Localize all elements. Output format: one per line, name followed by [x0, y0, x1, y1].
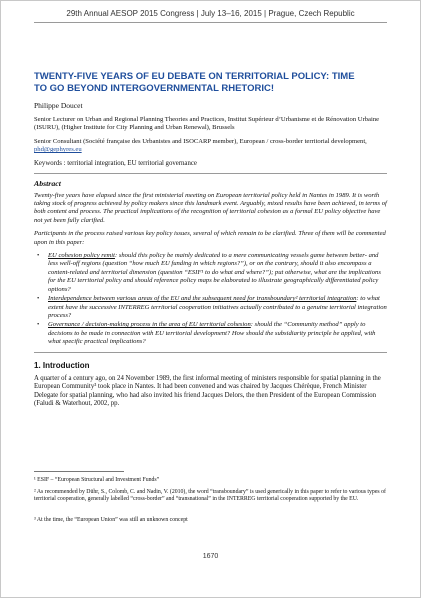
- list-item-lead: EU cohesion policy remit: [48, 252, 115, 260]
- keywords: Keywords : territorial integration, EU territorial governance: [34, 159, 197, 167]
- list-item-text: : should this policy be mainly dedicated to a mere communicating vessels game between better- and less well-off regions (question “how much EU funding in which regions?”), or on the contrary, should it also encompass a content-related and territorial dimension (question “ESIF¹ to do what and where?”); put otherwise, what are the implications for the EU territorial policy and should reference policy maps be elaborated to illustrate geographically differentiated policy options?: [48, 252, 381, 293]
- email-link[interactable]: phd@gephyres.eu: [34, 146, 82, 154]
- running-header: 29th Annual AESOP 2015 Congress | July 13–16, 2015 | Prague, Czech Republic: [66, 9, 355, 18]
- intro-paragraph: A quarter of a century ago, on 24 November 1989, the first informal meeting of ministers responsible for spatial planning in the European Community³ took place in Nantes. It had been convened and was chaired by Jacques Chérèque, French Minister Delegate for spatial planning, who had also invited his friend Jacques Delors, the then President of the European Commission (Faludi & Waterhout, 2002, pp.: [34, 374, 381, 408]
- abstract-top-rule: [34, 173, 387, 174]
- list-item-text: : to what extent have the successive INTERREG territorial cooperation initiatives actually contributed to a genuine territorial integration process?: [48, 295, 387, 319]
- bullet-icon: •: [37, 321, 40, 329]
- abstract-paragraph-1: Twenty-five years have elapsed since the first ministerial meeting on European territorial policy held in Nantes in 1989. It is worth taking stock of progress achieved by policy makers since this landmark event. Arguably, mixed results have been achieved, in terms of both content and process. The practical implications of the recognition of territorial cohesion as a formal EU policy objective have not yet been fully clarified.: [34, 191, 387, 224]
- affiliation-2-text: Senior Consultant (Société française des Urbanistes and ISOCARP member), European / cross-border territorial development,: [34, 137, 367, 145]
- page-number: 1670: [202, 553, 219, 560]
- bullet-icon: •: [37, 295, 40, 303]
- issue-list: [34, 252, 387, 346]
- title-line-2: TO GO BEYOND INTERGOVERNMENTAL RHETORIC!: [34, 83, 274, 94]
- section-heading: 1. Introduction: [34, 360, 90, 370]
- abstract-paragraph-2: Participants in the process raised various key policy issues, several of which remain to be clarified. Three of them will be commented upon in this paper:: [34, 230, 386, 246]
- paper-title: [34, 71, 387, 95]
- main-content: [34, 71, 387, 409]
- affiliation-2: [34, 138, 387, 155]
- author-name: Philippe Doucet: [34, 101, 83, 110]
- abstract-heading: Abstract: [34, 178, 61, 188]
- header-rule: [34, 22, 387, 23]
- abstract-bottom-rule: [34, 352, 387, 353]
- affiliation-1: Senior Lecturer on Urban and Regional Planning Theories and Practices, Institut Supérieur d’Urbanisme et de Rénovation Urbaine (ISURU), (Higher Institute for City Planning and Urban Renewal), Brussels: [34, 116, 380, 132]
- list-item: [37, 252, 387, 294]
- list-item: [37, 321, 387, 346]
- list-item-lead: Governance / decision-making process in the area of EU territorial cohesion: [48, 321, 251, 329]
- footnote-rule: [34, 471, 124, 472]
- footnote-1: ¹ ESIF – “European Structural and Investment Funds”: [34, 477, 160, 483]
- bullet-icon: •: [37, 252, 40, 260]
- list-item-text: : should the “Community method” apply to decisions to be made in connection with EU territorial development? How should the subsidiarity principle be applied, with what specific practical implications?: [48, 321, 376, 346]
- list-item: [37, 295, 387, 320]
- title-line-1: TWENTY-FIVE YEARS OF EU DEBATE ON TERRITORIAL POLICY: TIME: [34, 71, 355, 82]
- list-item-lead: Interdependence between various areas of the EU and the subsequent need for transboundary² territorial integration: [48, 295, 357, 303]
- footnote-3: ³ At the time, the “European Union” was still an unknown concept: [34, 517, 188, 523]
- footnote-2: ² As recommended by Dühr, S., Colomb, C. and Nadin, V. (2010), the word “transboundary” is used generically in this paper to refer to various types of territorial cooperation, generally labelled “cross-border” and “transnational” in the INTERREG territorial cooperation supported by the EU.: [34, 489, 386, 503]
